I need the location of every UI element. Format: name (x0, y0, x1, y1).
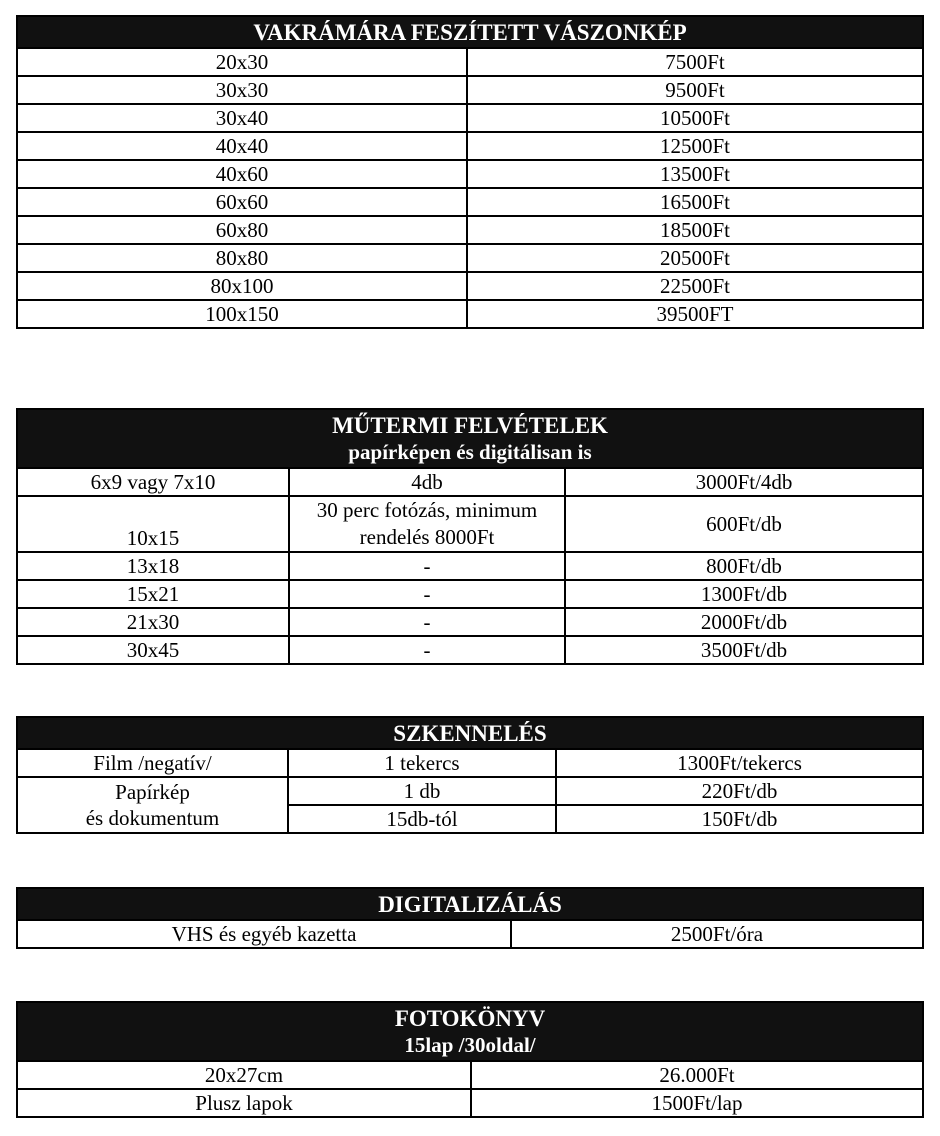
photobook-price-table (16, 1001, 924, 1118)
scan-price-cell: 150Ft/db (556, 805, 923, 833)
studio-size-cell: 21x30 (17, 608, 289, 636)
table-header-row (17, 409, 923, 468)
table-header-row (17, 717, 923, 749)
studio-qty-cell: - (289, 552, 565, 580)
scan-price-cell: 220Ft/db (556, 777, 923, 805)
canvas-price-table (16, 15, 924, 329)
table-row (17, 636, 923, 664)
scan-qty-cell: 1 db (288, 777, 556, 805)
canvas-price-cell: 22500Ft (467, 272, 923, 300)
photobook-item-cell: Plusz lapok (17, 1089, 471, 1117)
table-row (17, 104, 923, 132)
table-row (17, 160, 923, 188)
photobook-title: FOTOKÖNYV (394, 1006, 546, 1031)
studio-qty-cell: - (289, 608, 565, 636)
table-row (17, 272, 923, 300)
canvas-price-cell: 16500Ft (467, 188, 923, 216)
canvas-size-cell: 60x80 (17, 216, 467, 244)
table-row (17, 552, 923, 580)
table-row (17, 496, 923, 552)
scan-paper-label-line1: Papírkép (115, 780, 190, 804)
table-row (17, 468, 923, 496)
studio-qty-cell: - (289, 636, 565, 664)
canvas-size-cell: 20x30 (17, 48, 467, 76)
table-header-row (17, 888, 923, 920)
table-header-row (17, 1002, 923, 1061)
canvas-price-cell: 39500FT (467, 300, 923, 328)
studio-size-cell: 10x15 (17, 496, 289, 552)
studio-price-cell: 800Ft/db (565, 552, 923, 580)
canvas-size-cell: 30x40 (17, 104, 467, 132)
canvas-price-cell: 10500Ft (467, 104, 923, 132)
canvas-price-cell: 9500Ft (467, 76, 923, 104)
studio-price-table (16, 408, 924, 665)
canvas-size-cell: 60x60 (17, 188, 467, 216)
photobook-header (17, 1002, 923, 1061)
digitize-title: DIGITALIZÁLÁS (17, 888, 923, 920)
digitize-item-cell: VHS és egyéb kazetta (17, 920, 511, 948)
studio-size-cell: 30x45 (17, 636, 289, 664)
table-row (17, 216, 923, 244)
studio-price-cell: 3000Ft/4db (565, 468, 923, 496)
scan-item-cell: Film /negatív/ (17, 749, 288, 777)
digitize-price-table (16, 887, 924, 949)
table-row (17, 1061, 923, 1089)
studio-qty-cell: 30 perc fotózás, minimum rendelés 8000Ft (289, 496, 565, 552)
scan-item-cell (17, 777, 288, 833)
photobook-subtitle: 15lap /30oldal/ (404, 1033, 536, 1057)
studio-subtitle: papírképen és digitálisan is (348, 440, 592, 464)
studio-price-cell: 1300Ft/db (565, 580, 923, 608)
table-row (17, 1089, 923, 1117)
table-row (17, 580, 923, 608)
table-row (17, 608, 923, 636)
canvas-price-cell: 18500Ft (467, 216, 923, 244)
scan-price-table (16, 716, 924, 834)
canvas-title: VAKRÁMÁRA FESZÍTETT VÁSZONKÉP (17, 16, 923, 48)
canvas-size-cell: 40x60 (17, 160, 467, 188)
table-row (17, 76, 923, 104)
canvas-price-cell: 7500Ft (467, 48, 923, 76)
canvas-size-cell: 30x30 (17, 76, 467, 104)
scan-qty-cell: 1 tekercs (288, 749, 556, 777)
scan-qty-cell: 15db-tól (288, 805, 556, 833)
photobook-price-cell: 1500Ft/lap (471, 1089, 923, 1117)
canvas-size-cell: 100x150 (17, 300, 467, 328)
table-row (17, 777, 923, 805)
table-row (17, 244, 923, 272)
scan-price-cell: 1300Ft/tekercs (556, 749, 923, 777)
studio-qty-cell: 4db (289, 468, 565, 496)
table-row (17, 188, 923, 216)
scan-title: SZKENNELÉS (17, 717, 923, 749)
studio-size-cell: 13x18 (17, 552, 289, 580)
canvas-price-cell: 20500Ft (467, 244, 923, 272)
table-row (17, 749, 923, 777)
scan-paper-label-line2: és dokumentum (85, 806, 220, 830)
table-header-row (17, 16, 923, 48)
table-row (17, 300, 923, 328)
studio-price-cell: 600Ft/db (565, 496, 923, 552)
canvas-size-cell: 80x80 (17, 244, 467, 272)
table-row (17, 48, 923, 76)
studio-qty-cell: - (289, 580, 565, 608)
canvas-size-cell: 80x100 (17, 272, 467, 300)
studio-title: MŰTERMI FELVÉTELEK (332, 413, 608, 438)
studio-price-cell: 2000Ft/db (565, 608, 923, 636)
table-row (17, 920, 923, 948)
photobook-item-cell: 20x27cm (17, 1061, 471, 1089)
canvas-size-cell: 40x40 (17, 132, 467, 160)
studio-price-cell: 3500Ft/db (565, 636, 923, 664)
studio-size-cell: 15x21 (17, 580, 289, 608)
canvas-price-cell: 12500Ft (467, 132, 923, 160)
photobook-price-cell: 26.000Ft (471, 1061, 923, 1089)
studio-size-cell: 6x9 vagy 7x10 (17, 468, 289, 496)
canvas-price-cell: 13500Ft (467, 160, 923, 188)
table-row (17, 132, 923, 160)
studio-header (17, 409, 923, 468)
digitize-price-cell: 2500Ft/óra (511, 920, 923, 948)
